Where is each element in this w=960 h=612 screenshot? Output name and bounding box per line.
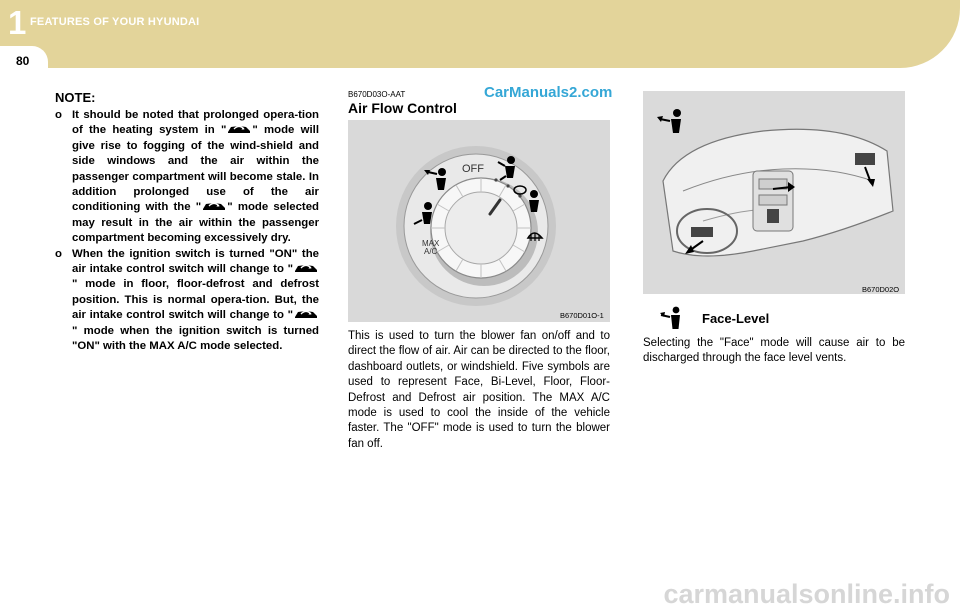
chapter-title: FEATURES OF YOUR HYUNDAI bbox=[30, 16, 200, 28]
bullet: o bbox=[55, 247, 62, 260]
airflow-knob-figure bbox=[348, 120, 610, 322]
section-title: Air Flow Control bbox=[348, 100, 457, 116]
page-number: 80 bbox=[16, 54, 30, 68]
note-text: When the ignition switch is turned "ON" the air intake control switch will change to " bbox=[72, 247, 319, 276]
figure-code: B670D01O-1 bbox=[560, 311, 604, 320]
watermark-top[interactable]: CarManuals2.com bbox=[484, 84, 613, 101]
note-text: " mode will give rise to fogging of the wind-shield and side windows and the air within the passenger compartment will become stale. In addition prolonged use of the air conditioning with the " bbox=[72, 124, 319, 214]
note-title: NOTE: bbox=[55, 90, 96, 105]
note-text: " mode selected may result in the air within the passenger compartment becoming excessively dry. bbox=[72, 201, 319, 245]
chapter-number: 1 bbox=[8, 4, 27, 41]
note-text: " mode in floor, floor-defrost and defrost position. This is normal opera-tion. But, the air intake control switch will change to " bbox=[72, 278, 319, 322]
figure-code: B670D02O bbox=[862, 285, 900, 294]
note-item bbox=[55, 108, 319, 247]
max-label: MAX bbox=[422, 239, 440, 248]
note-text: It should be noted that prolonged opera-tion of the heating system in " bbox=[72, 109, 319, 137]
note-item bbox=[55, 247, 319, 355]
off-label: OFF bbox=[462, 163, 484, 175]
face-level-title: Face-Level bbox=[702, 311, 770, 326]
note-list bbox=[55, 108, 319, 355]
airflow-paragraph: This is used to turn the blower fan on/off and to direct the flow of air. Air can be directed to the floor, dashboard outlets, or windshield. Five symbols are used to represent Face, Bi-Level, Floor, Floor-Defrost and Defrost air position. The MAX A/C mode is used to cool the inside of the vehicle faster. The "OFF" mode is used to turn the blower fan off. bbox=[348, 330, 610, 450]
recirculation-car-icon bbox=[226, 123, 252, 135]
recirculation-car-icon bbox=[293, 308, 319, 320]
dashboard-illustration bbox=[643, 91, 905, 294]
section-code: B670D03O-AAT bbox=[348, 90, 406, 99]
header-band bbox=[0, 0, 960, 68]
face-mode-icon bbox=[657, 109, 681, 133]
face-level-paragraph: Selecting the "Face" mode will cause air to be discharged through the face level vents. bbox=[643, 337, 905, 365]
airflow-knob-illustration bbox=[348, 120, 610, 322]
watermark-bottom: carmanualsonline.info bbox=[663, 579, 950, 609]
dashboard-figure bbox=[643, 91, 905, 294]
recirculation-car-icon bbox=[201, 200, 227, 212]
face-mode-icon bbox=[660, 306, 682, 330]
note-text: " mode when the ignition switch is turned "ON" with the MAX A/C mode selected. bbox=[72, 324, 319, 353]
recirculation-car-icon bbox=[293, 262, 319, 274]
ac-label: A/C bbox=[424, 247, 438, 256]
bullet: o bbox=[55, 109, 62, 121]
